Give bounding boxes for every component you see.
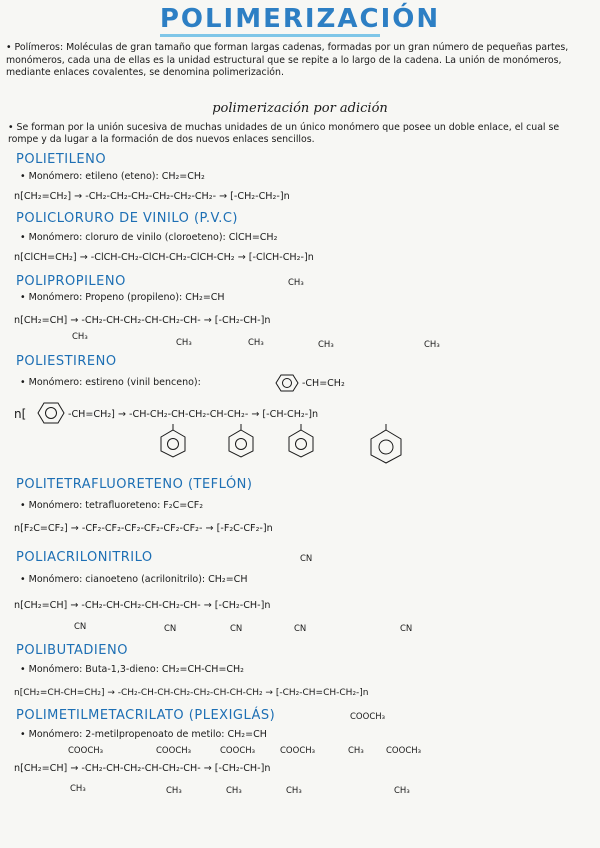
reaction-equation: n[CH₂=CH] → -CH₂-CH-CH₂-CH-CH₂-CH- → [-CH₂-CH-]n (14, 763, 271, 774)
monomer-text: • Monómero: etileno (eteno): CH₂=CH₂ (20, 171, 205, 182)
benzene-ring-icon (34, 399, 68, 427)
substituent-label: CH₃ (70, 784, 86, 794)
polymer-name: POLIBUTADIENO (16, 643, 128, 658)
substituent-label: COOCH₃ (350, 712, 386, 722)
substituent-label: CH₃ (72, 332, 88, 342)
substituent-label: COOCH₃ (156, 746, 192, 756)
substituent-label: CH₃ (166, 786, 182, 796)
substituent-label: CH₃ (318, 340, 334, 350)
substituent-label: CH₃ (424, 340, 440, 350)
substituent-label: CN (300, 554, 313, 564)
reaction-equation: n[CH₂=CH-CH=CH₂] → -CH₂-CH-CH-CH₂-CH₂-CH-CH-CH₂ → [-CH₂-CH=CH-CH₂-]n (14, 688, 369, 698)
benzene-ring-icon (226, 424, 256, 458)
monomer-text: • Monómero: estireno (vinil benceno): (20, 377, 201, 388)
reaction-equation: n[ClCH=CH₂] → -ClCH-CH₂-ClCH-CH₂-ClCH-CH₂ → [-ClCH-CH₂-]n (14, 252, 314, 263)
substituent-label: CH₃ (286, 786, 302, 796)
substituent-label: CN (74, 622, 87, 632)
substituent-label: CN (230, 624, 243, 634)
monomer-text: • Monómero: Propeno (propileno): CH₂=CH (20, 292, 225, 303)
polymer-name: POLITETRAFLUORETENO (TEFLÓN) (16, 477, 253, 492)
polymer-name: POLIESTIRENO (16, 354, 117, 369)
substituent-label: CH₃ (288, 278, 304, 288)
substituent-label: COOCH₃ (220, 746, 256, 756)
substituent-label: COOCH₃ (68, 746, 104, 756)
substituent-label: CH₃ (176, 338, 192, 348)
monomer-text: • Monómero: 2-metilpropenoato de metilo: CH₂=CH (20, 729, 267, 740)
intro-paragraph: • Polímeros: Moléculas de gran tamaño que forman largas cadenas, formadas por un gran número de pequeñas partes, monómeros, cada una de ellas es la unidad estructural que se repite a lo largo de la cadena. La unión de monómeros, mediante enlaces covalentes, se denomina polimerización. (6, 42, 569, 78)
monomer-text: • Monómero: cloruro de vinilo (cloroeteno): ClCH=CH₂ (20, 232, 278, 243)
page-title: POLIMERIZACIÓN (159, 4, 441, 34)
monomer-text: • Monómero: Buta-1,3-dieno: CH₂=CH-CH=CH₂ (20, 664, 244, 675)
reaction-equation: n[CH₂=CH₂] → -CH₂-CH₂-CH₂-CH₂-CH₂-CH₂- → [-CH₂-CH₂-]n (14, 191, 290, 202)
substituent-label: CN (294, 624, 307, 634)
section-title (0, 101, 600, 116)
benzene-ring-icon (368, 424, 404, 464)
polymer-name: POLIPROPILENO (16, 274, 126, 289)
section-title-text: polimerización por adición (204, 101, 396, 116)
substituent-label: CN (164, 624, 177, 634)
polymer-name: POLIACRILONITRILO (16, 550, 153, 565)
section-text: • Se forman por la unión sucesiva de muchas unidades de un único monómero que posee un doble enlace, el cual se rompe y da lugar a la formación de dos nuevos enlaces sencillos. (8, 122, 560, 145)
substituent-label: CH₃ (248, 338, 264, 348)
monomer-text: • Monómero: tetrafluoreteno: F₂C=CF₂ (20, 500, 204, 511)
benzene-ring-icon (272, 372, 302, 394)
reaction-equation: n[CH₂=CH] → -CH₂-CH-CH₂-CH-CH₂-CH- → [-CH₂-CH-]n (14, 315, 271, 326)
polymer-name: POLICLORURO DE VINILO (P.V.C) (16, 211, 238, 226)
reaction-equation: -CH=CH₂] → -CH-CH₂-CH-CH₂-CH-CH₂- → [-CH-CH₂-]n (68, 409, 319, 420)
benzene-ring-icon (286, 424, 316, 458)
polymer-name: POLIETILENO (16, 152, 107, 167)
monomer-tail: -CH=CH₂ (302, 378, 345, 389)
substituent-label: CH₃ (348, 746, 364, 756)
substituent-label: CH₃ (394, 786, 410, 796)
substituent-label: CN (400, 624, 413, 634)
substituent-label: COOCH₃ (280, 746, 316, 756)
polymer-name: POLIMETILMETACRILATO (PLEXIGLÁS) (16, 708, 276, 723)
benzene-ring-icon (158, 424, 188, 458)
reaction-equation: n[CH₂=CH] → -CH₂-CH-CH₂-CH-CH₂-CH- → [-CH₂-CH-]n (14, 600, 271, 611)
reaction-prefix: n[ (14, 407, 27, 421)
substituent-label: COOCH₃ (386, 746, 422, 756)
monomer-text: • Monómero: cianoeteno (acrilonitrilo): CH₂=CH (20, 574, 248, 585)
substituent-label: CH₃ (226, 786, 242, 796)
title-underline (160, 34, 380, 37)
reaction-equation: n[F₂C=CF₂] → -CF₂-CF₂-CF₂-CF₂-CF₂-CF₂- → [-F₂C-CF₂-]n (14, 523, 273, 534)
